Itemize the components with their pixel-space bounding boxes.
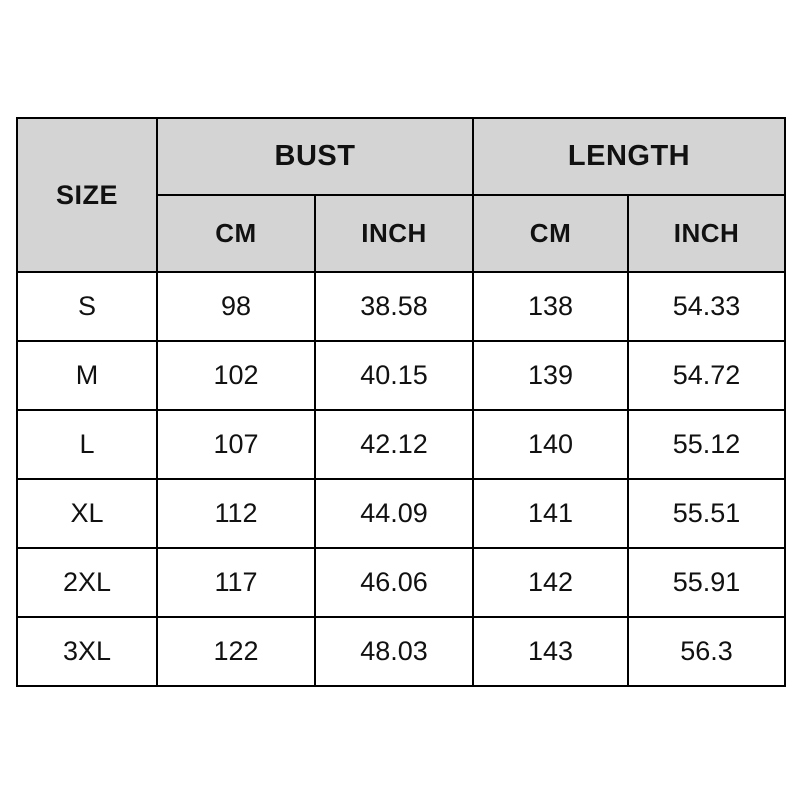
cell-length-inch: 55.12	[628, 410, 785, 479]
cell-length-cm: 143	[473, 617, 628, 686]
cell-length-cm: 138	[473, 272, 628, 341]
cell-length-inch: 56.3	[628, 617, 785, 686]
cell-length-cm: 141	[473, 479, 628, 548]
cell-bust-inch: 38.58	[315, 272, 473, 341]
header-group-length: LENGTH	[473, 118, 785, 195]
table-row	[17, 617, 785, 686]
header-row-groups	[17, 118, 785, 195]
table-row	[17, 410, 785, 479]
cell-size: S	[17, 272, 157, 341]
header-length-inch: INCH	[628, 195, 785, 272]
cell-length-inch: 55.91	[628, 548, 785, 617]
cell-length-cm: 139	[473, 341, 628, 410]
header-bust-inch: INCH	[315, 195, 473, 272]
cell-size: L	[17, 410, 157, 479]
table-row	[17, 479, 785, 548]
table-header	[17, 118, 785, 272]
cell-bust-cm: 112	[157, 479, 315, 548]
cell-length-cm: 142	[473, 548, 628, 617]
cell-length-inch: 55.51	[628, 479, 785, 548]
cell-size: 3XL	[17, 617, 157, 686]
cell-size: M	[17, 341, 157, 410]
cell-size: 2XL	[17, 548, 157, 617]
cell-bust-cm: 102	[157, 341, 315, 410]
header-length-cm: CM	[473, 195, 628, 272]
cell-length-inch: 54.33	[628, 272, 785, 341]
cell-bust-inch: 48.03	[315, 617, 473, 686]
cell-length-inch: 54.72	[628, 341, 785, 410]
cell-bust-cm: 107	[157, 410, 315, 479]
header-size: SIZE	[17, 118, 157, 272]
cell-length-cm: 140	[473, 410, 628, 479]
header-bust-cm: CM	[157, 195, 315, 272]
cell-bust-inch: 44.09	[315, 479, 473, 548]
cell-bust-inch: 46.06	[315, 548, 473, 617]
size-chart-container	[16, 117, 784, 687]
header-group-bust: BUST	[157, 118, 473, 195]
table-body	[17, 272, 785, 686]
table-row	[17, 548, 785, 617]
table-row	[17, 272, 785, 341]
table-row	[17, 341, 785, 410]
cell-bust-cm: 117	[157, 548, 315, 617]
cell-bust-inch: 42.12	[315, 410, 473, 479]
cell-bust-cm: 98	[157, 272, 315, 341]
size-chart-table	[16, 117, 786, 687]
cell-size: XL	[17, 479, 157, 548]
cell-bust-inch: 40.15	[315, 341, 473, 410]
cell-bust-cm: 122	[157, 617, 315, 686]
